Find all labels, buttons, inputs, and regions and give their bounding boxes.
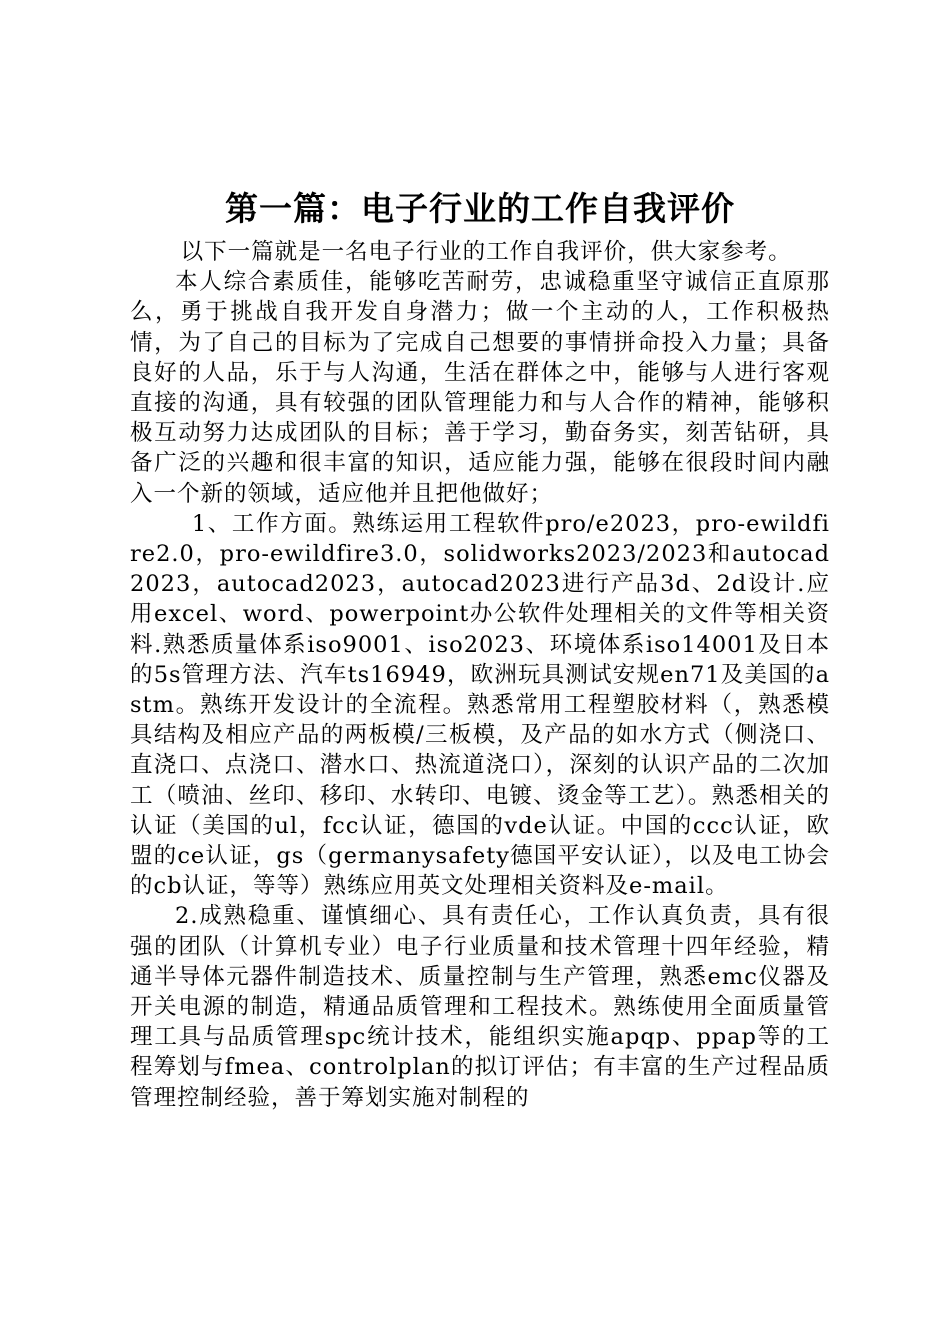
experience-paragraph: 2.成熟稳重、谨慎细心、具有责任心，工作认真负责，具有很强的团队（计算机专业）电子行业质量和技术管理十四年经验，精通半导体元器件制造技术、质量控制与生产管理，熟悉emc仪器及开关电源的制造，精通品质管理和工程技术。熟练使用全面质量管理工具与品质管理spc统计技术，能组织实施apqp、ppap等的工程筹划与fmea、controlplan的拟订评估；有丰富的生产过程品质管理控制经验，善于筹划实施对制程的 — [130, 903, 830, 1111]
intro-paragraph: 以下一篇就是一名电子行业的工作自我评价，供大家参考。 — [180, 239, 792, 265]
document-page — [130, 185, 830, 1113]
self-summary-paragraph: 本人综合素质佳，能够吃苦耐劳，忠诚稳重坚守诚信正直原那么，勇于挑战自我开发自身潜力；做一个主动的人，工作积极热情，为了自己的目标为了完成自己想要的事情拼命投入力量；具备良好的人品，乐于与人沟通，生活在群体之中，能够与人进行客观直接的沟通，具有较强的团队管理能力和与人合作的精神，能够积极互动努力达成团队的目标；善于学习，勤奋务实，刻苦钻研，具备广泛的兴趣和很丰富的知识，适应能力强，能够在很段时间内融入一个新的领域，适应他并且把他做好； — [130, 269, 830, 507]
work-skills-paragraph: 1、工作方面。熟练运用工程软件pro/e2023，pro-ewildfire2.0，pro-ewildfire3.0，solidworks2023/2023和autocad2023，autocad2023，autocad2023进行产品3d、2d设计.应用excel、word、powerpoint办公软件处理相关的文件等相关资料.熟悉质量体系iso9001、iso2023、环境体系iso14001及日本的5s管理方法、汽车ts16949，欧洲玩具测试安规en71及美国的astm。熟练开发设计的全流程。熟悉常用工程塑胶材料（，熟悉模具结构及相应产品的两板模/三板模，及产品的如水方式（侧浇口、直浇口、点浇口、潜水口、热流道浇口），深刻的认识产品的二次加工（喷油、丝印、移印、水转印、电镀、烫金等工艺）。熟悉相关的认证（美国的ul，fcc认证，德国的vde认证。中国的ccc认证，欧盟的ce认证，gs（germanysafety德国平安认证），以及电工协会的cb认证，等等）熟练应用英文处理相关资料及e-mail。 — [130, 510, 830, 900]
document-title: 第一篇：电子行业的工作自我评价 — [225, 189, 735, 228]
